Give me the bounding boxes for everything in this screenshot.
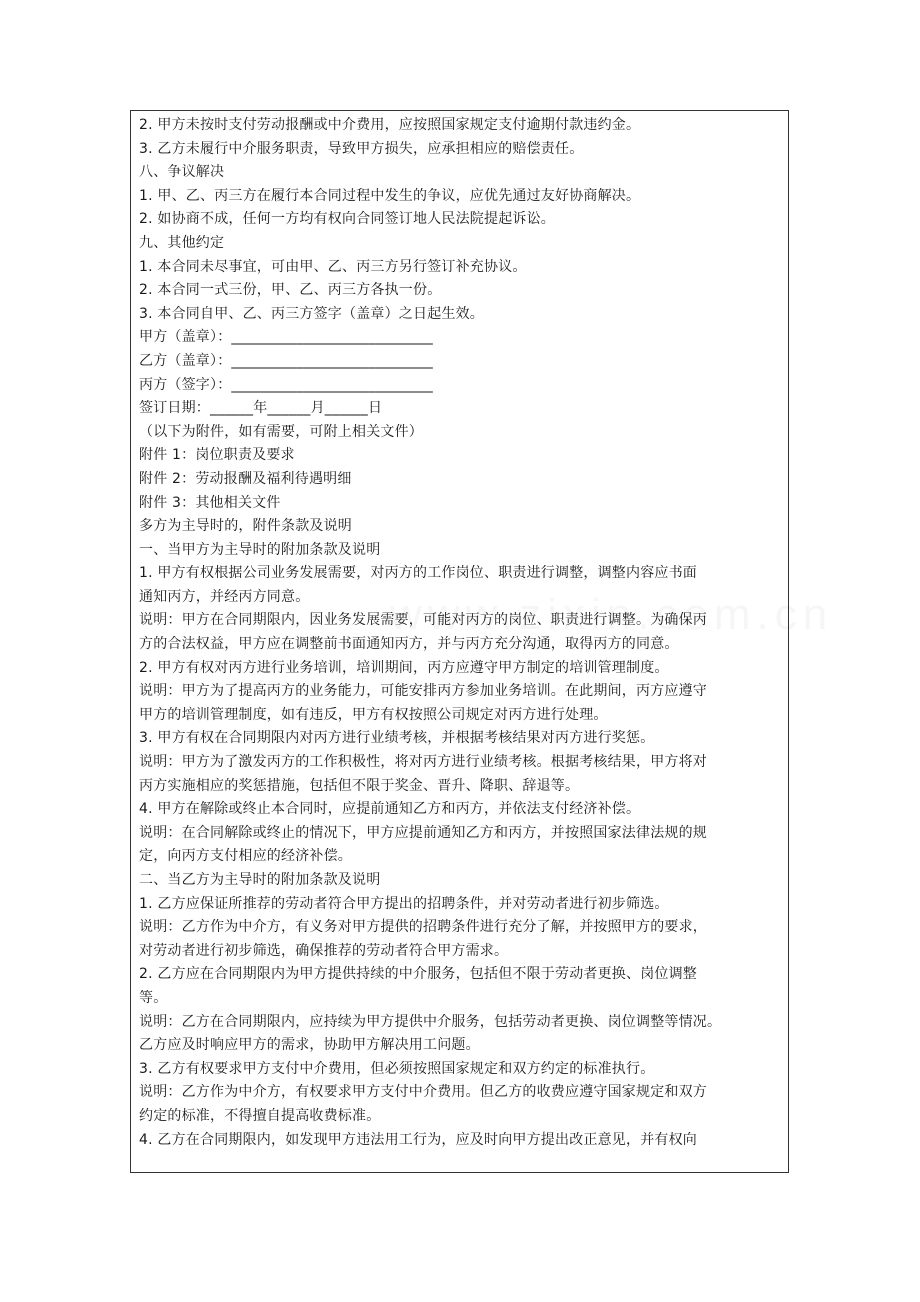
document-line: 签订日期：______年______月______日 (139, 400, 383, 417)
document-line: （以下为附件，如有需要，可附上相关文件） (139, 423, 423, 440)
document-line: 方的合法权益，甲方应在调整前书面通知丙方，并与丙方充分沟通，取得丙方的同意。 (139, 636, 679, 653)
document-line: 1. 甲方有权根据公司业务发展需要，对丙方的工作岗位、职责进行调整，调整内容应书面 (139, 565, 698, 582)
document-line: 八、争议解决 (139, 164, 225, 181)
document-line: 3. 乙方有权要求甲方支付中介费用，但必须按照国家规定和双方约定的标准执行。 (139, 1060, 655, 1077)
document-line: 1. 甲、乙、丙三方在履行本合同过程中发生的争议，应优先通过友好协商解决。 (139, 187, 641, 204)
document-line: 附件 1：岗位职责及要求 (139, 447, 295, 464)
document-line: 甲方的培训管理制度，如有违反，甲方有权按照公司规定对丙方进行处理。 (139, 706, 608, 723)
document-line: 说明：在合同解除或终止的情况下，甲方应提前通知乙方和丙方，并按照国家法律法规的规 (139, 824, 707, 841)
document-line: 定，向丙方支付相应的经济补偿。 (139, 848, 352, 865)
document-line: 多方为主导时的，附件条款及说明 (139, 518, 352, 535)
document-line: 丙方实施相应的奖惩措施，包括但不限于奖金、晋升、降职、辞退等。 (139, 777, 580, 794)
document-line: 对劳动者进行初步筛选，确保推荐的劳动者符合甲方需求。 (139, 942, 509, 959)
document-line: 一、当甲方为主导时的附加条款及说明 (139, 541, 381, 558)
document-line: 说明：甲方在合同期限内，因业务发展需要，可能对丙方的岗位、职责进行调整。为确保丙 (139, 612, 707, 629)
document-frame (130, 110, 789, 1173)
document-line: 约定的标准，不得擅自提高收费标准。 (139, 1107, 381, 1124)
document-line: 1. 本合同未尽事宜，可由甲、乙、丙三方另行签订补充协议。 (139, 258, 527, 275)
document-line: 九、其他约定 (139, 234, 225, 251)
document-line: 甲方（盖章）：____________________________ (139, 329, 433, 346)
document-line: 3. 甲方有权在合同期限内对丙方进行业绩考核，并根据考核结果对丙方进行奖惩。 (139, 730, 655, 747)
document-line: 丙方（签字）：____________________________ (139, 376, 433, 393)
document-line: 2. 乙方应在合同期限内为甲方提供持续的中介服务，包括但不限于劳动者更换、岗位调整 (139, 966, 698, 983)
document-line: 说明：乙方在合同期限内，应持续为甲方提供中介服务，包括劳动者更换、岗位调整等情况。 (139, 1013, 722, 1030)
document-line: 3. 乙方未履行中介服务职责，导致甲方损失，应承担相应的赔偿责任。 (139, 140, 584, 157)
document-line: 2. 甲方有权对丙方进行业务培训，培训期间，丙方应遵守甲方制定的培训管理制度。 (139, 659, 669, 676)
document-line: 说明：乙方作为中介方，有义务对甲方提供的招聘条件进行充分了解，并按照甲方的要求， (139, 919, 707, 936)
document-line: 说明：甲方为了提高丙方的业务能力，可能安排丙方参加业务培训。在此期间，丙方应遵守 (139, 683, 707, 700)
document-line: 通知丙方，并经丙方同意。 (139, 588, 310, 605)
document-line: 2. 本合同一式三份，甲、乙、丙三方各执一份。 (139, 282, 442, 299)
document-line: 乙方（盖章）：____________________________ (139, 352, 433, 369)
document-body (131, 111, 788, 1152)
document-line: 等。 (139, 989, 168, 1006)
document-line: 二、当乙方为主导时的附加条款及说明 (139, 872, 381, 888)
document-line: 附件 3：其他相关文件 (139, 494, 281, 511)
document-line: 2. 甲方未按时支付劳动报酬或中介费用，应按照国家规定支付逾期付款违约金。 (139, 117, 641, 133)
document-line: 说明：乙方作为中介方，有权要求甲方支付中介费用。但乙方的收费应遵守国家规定和双方 (139, 1084, 707, 1101)
document-line: 3. 本合同自甲、乙、丙三方签字（盖章）之日起生效。 (139, 305, 485, 322)
document-line: 2. 如协商不成，任何一方均有权向合同签订地人民法院提起诉讼。 (139, 211, 556, 228)
document-line: 说明：甲方为了激发丙方的工作积极性，将对丙方进行业绩考核。根据考核结果，甲方将对 (139, 754, 707, 771)
document-line: 附件 2：劳动报酬及福利待遇明细 (139, 470, 352, 487)
document-line: 乙方应及时响应甲方的需求，协助甲方解决用工问题。 (139, 1037, 480, 1054)
document-line: 4. 乙方在合同期限内，如发现甲方违法用工行为，应及时向甲方提出改正意见，并有权向 (139, 1131, 698, 1148)
document-line: 1. 乙方应保证所推荐的劳动者符合甲方提出的招聘条件，并对劳动者进行初步筛选。 (139, 895, 669, 912)
document-line: 4. 甲方在解除或终止本合同时，应提前通知乙方和丙方，并依法支付经济补偿。 (139, 801, 641, 818)
